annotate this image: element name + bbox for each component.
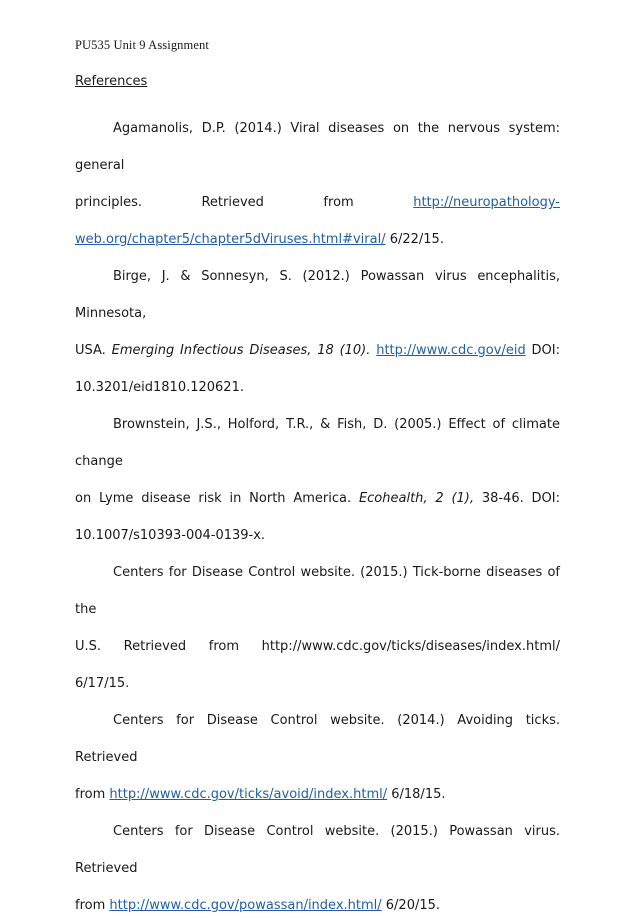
reference-link[interactable]: web.org/chapter5/chapter5dViruses.html#viral/	[75, 232, 386, 247]
reference-text: U.S. Retrieved from http://www.cdc.gov/ticks/diseases/index.html/ 6/17/15.	[75, 639, 560, 691]
reference-text: Centers for Disease Control website. (2015.) Tick-borne diseases of the	[75, 565, 560, 617]
reference-line	[75, 887, 560, 924]
reference-line	[75, 221, 560, 258]
references-heading: References	[75, 74, 148, 89]
reference-text: principles. Retrieved from	[75, 195, 414, 210]
reference-text: DOI:	[525, 343, 560, 358]
reference-line	[75, 184, 560, 221]
reference-text: 10.3201/eid1810.120621.	[75, 380, 244, 395]
reference-entry	[75, 258, 560, 406]
reference-line	[75, 554, 560, 628]
reference-text: 6/20/15.	[381, 898, 441, 913]
reference-text: Centers for Disease Control website. (2015.) Powassan virus. Retrieved	[75, 824, 560, 876]
reference-entry	[75, 110, 560, 258]
reference-link[interactable]: http://www.cdc.gov/eid	[376, 343, 526, 358]
reference-text: 10.1007/s10393-004-0139-x.	[75, 528, 266, 543]
reference-link[interactable]: http://www.cdc.gov/ticks/avoid/index.html/	[109, 787, 388, 802]
reference-line	[75, 628, 560, 702]
reference-text: Brownstein, J.S., Holford, T.R., & Fish, D. (2005.) Effect of climate change	[75, 417, 560, 469]
reference-link[interactable]: http://www.cdc.gov/powassan/index.html/	[109, 898, 382, 913]
reference-entry	[75, 554, 560, 702]
reference-line	[75, 480, 560, 517]
reference-text: Agamanolis, D.P. (2014.) Viral diseases on the nervous system: general	[75, 121, 560, 173]
reference-text: 6/18/15.	[387, 787, 446, 802]
reference-line	[75, 110, 560, 184]
reference-text: from	[75, 787, 110, 802]
reference-text: on Lyme disease risk in North America.	[75, 491, 359, 506]
reference-text: from	[75, 898, 110, 913]
reference-line	[75, 517, 560, 554]
running-head: PU535 Unit 9 Assignment	[75, 38, 209, 52]
reference-list	[75, 110, 560, 924]
journal-title: Emerging Infectious Diseases, 18 (10).	[111, 343, 371, 358]
reference-line	[75, 258, 560, 332]
reference-text: Centers for Disease Control website. (2014.) Avoiding ticks. Retrieved	[75, 713, 560, 765]
reference-line	[75, 332, 560, 369]
journal-title: Ecohealth, 2 (1),	[358, 491, 474, 506]
reference-line	[75, 406, 560, 480]
reference-text: Birge, J. & Sonnesyn, S. (2012.) Powassan virus encephalitis, Minnesota,	[75, 269, 560, 321]
reference-line	[75, 813, 560, 887]
reference-link[interactable]: http://neuropathology-	[413, 195, 560, 210]
reference-text: USA.	[75, 343, 112, 358]
reference-entry	[75, 702, 560, 813]
reference-entry	[75, 406, 560, 554]
reference-entry	[75, 813, 560, 924]
reference-text: 6/22/15.	[385, 232, 444, 247]
reference-line	[75, 776, 560, 813]
reference-line	[75, 702, 560, 776]
reference-line	[75, 369, 560, 406]
reference-text: 38-46. DOI:	[474, 491, 561, 506]
